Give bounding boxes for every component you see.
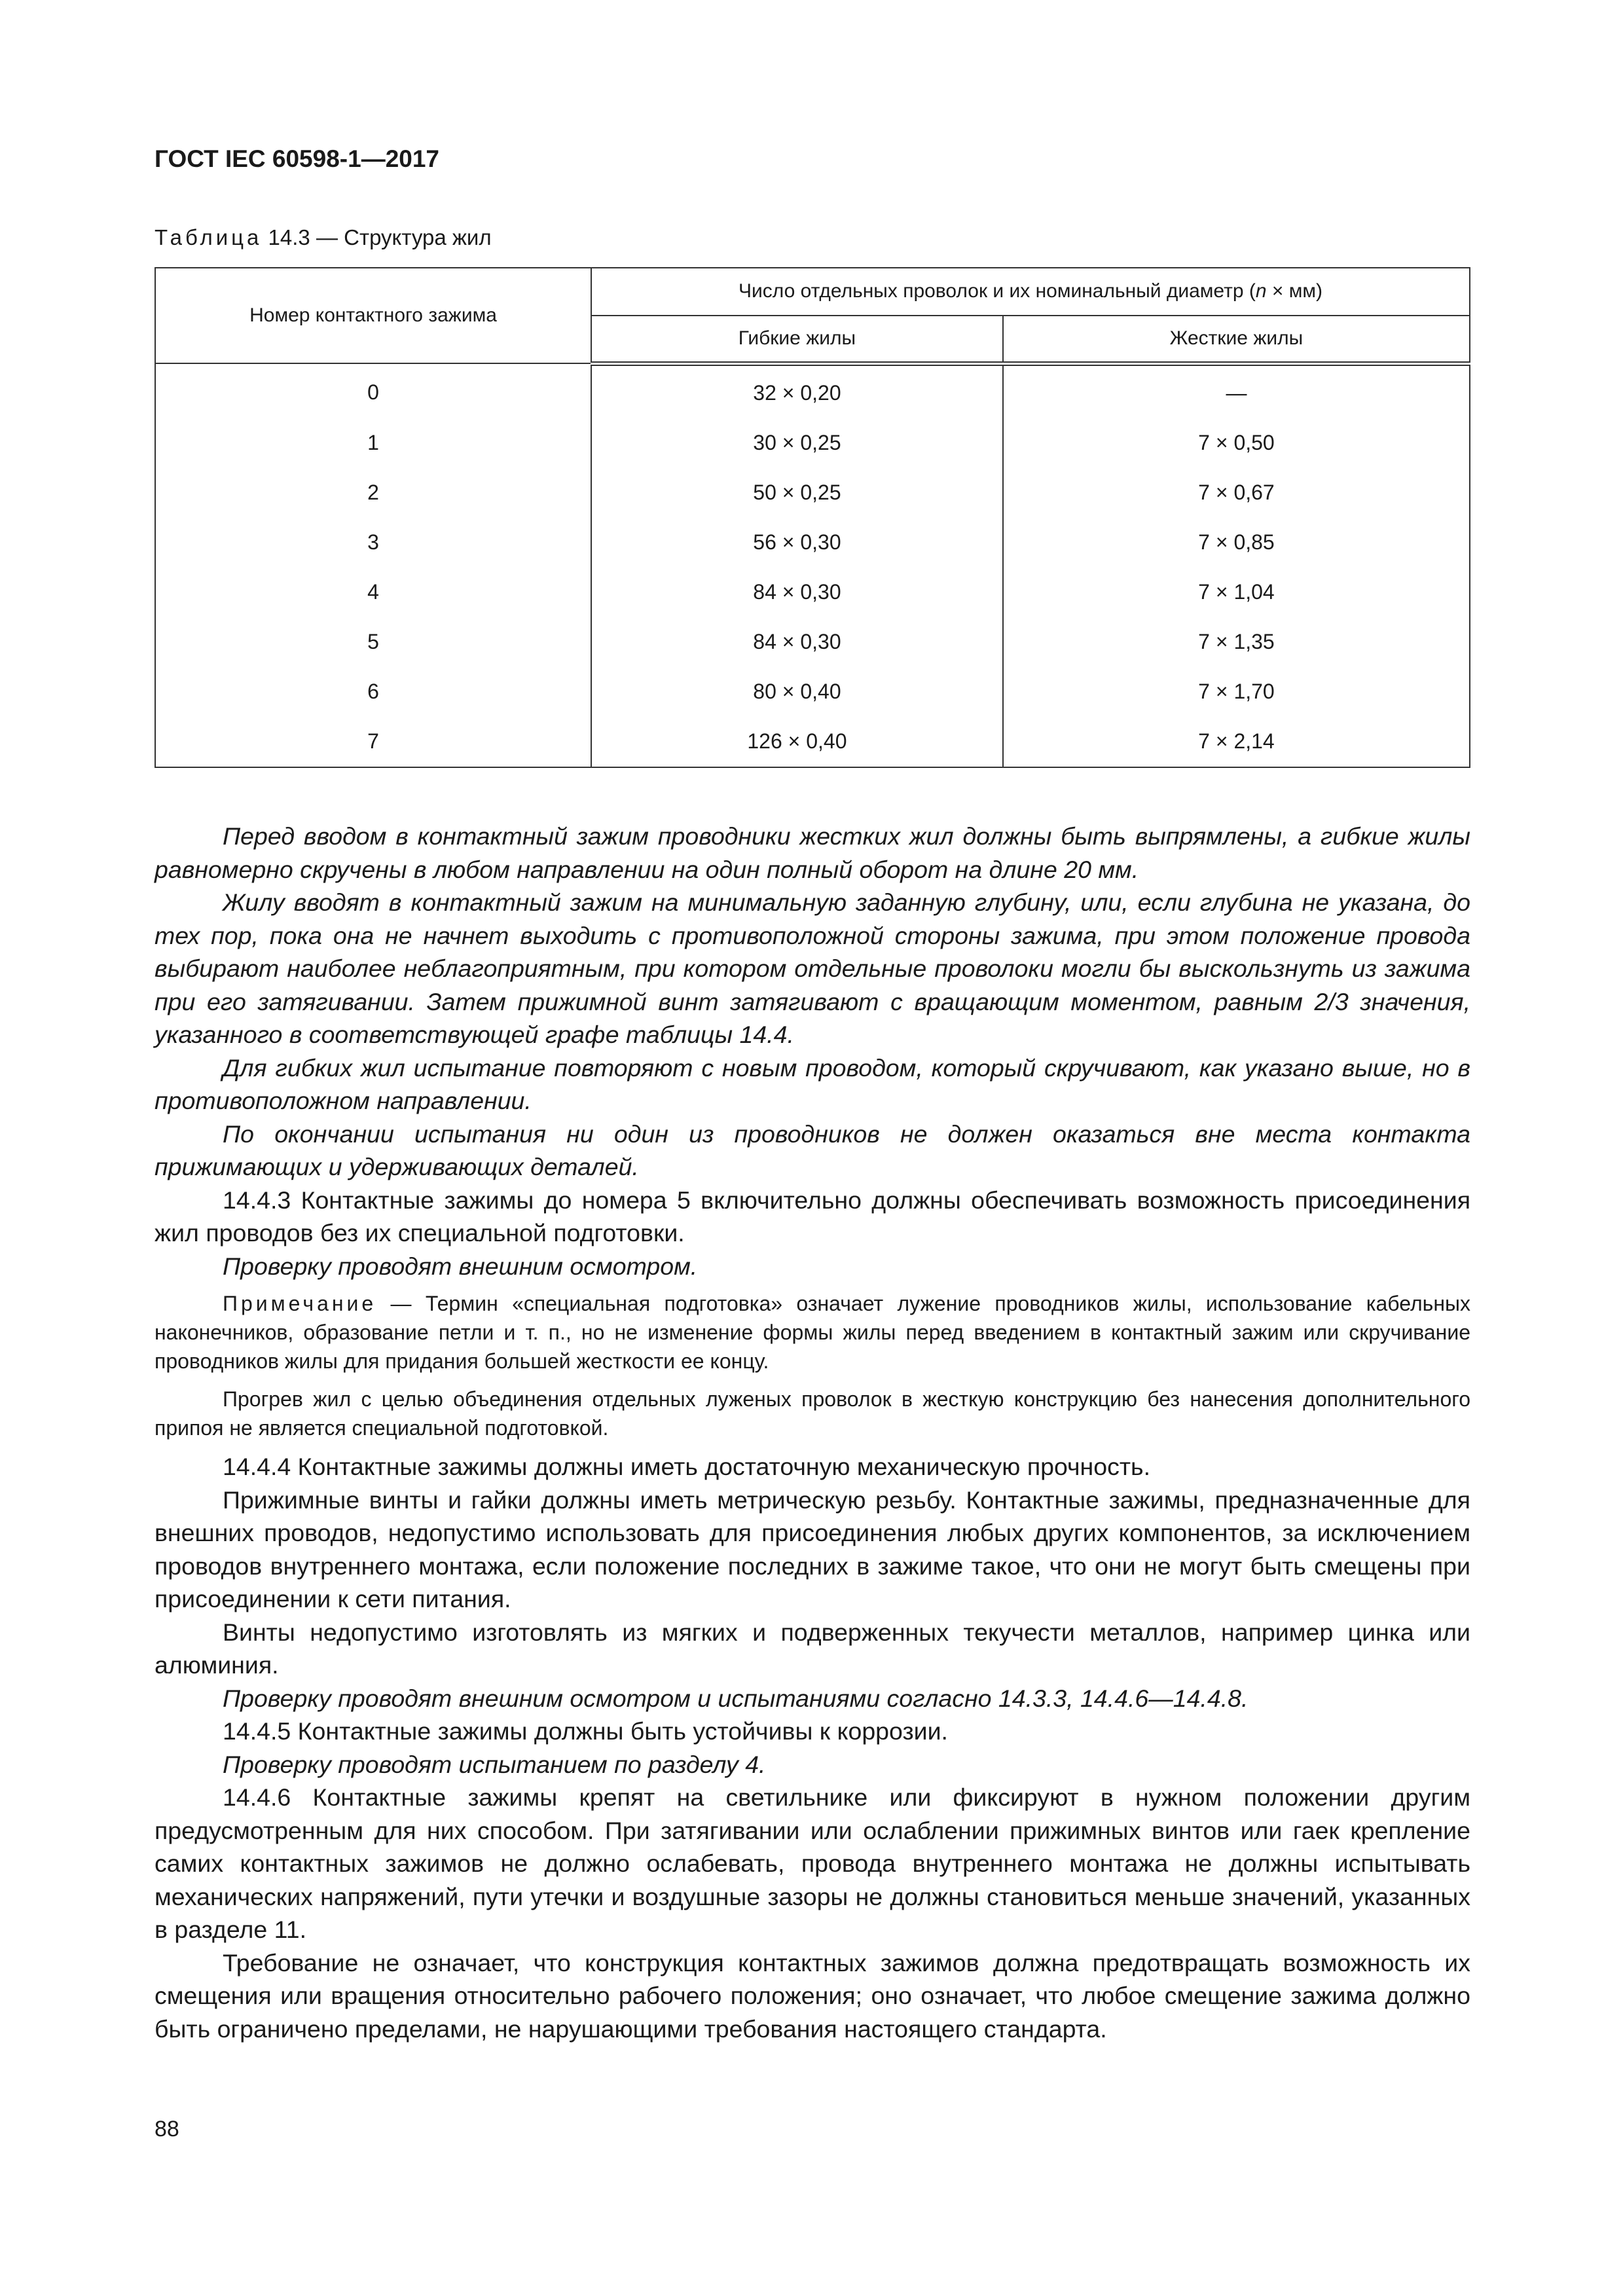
table-caption-label: Таблица xyxy=(155,225,263,249)
page-number: 88 xyxy=(155,2117,179,2141)
document-header: ГОСТ IEC 60598-1—2017 xyxy=(155,145,440,172)
header-wire-count-diameter: Число отдельных проволок и их номинальный диаметр (n × мм) xyxy=(591,268,1470,316)
paragraph: Проверку проводят внешним осмотром и испытаниями согласно 14.3.3, 14.4.6—14.4.8. xyxy=(223,1684,1249,1712)
wire-structure-table xyxy=(155,267,1470,768)
header-rigid-wires: Жесткие жилы xyxy=(1003,316,1470,363)
table-row: 6 80 × 0,40 7 × 1,70 xyxy=(155,667,1470,717)
paragraph: По окончании испытания ни один из проводников не должен оказаться вне места контакта прижимающих и удерживающих деталей. xyxy=(155,1120,1470,1180)
clause-14-4-5: 14.4.5 Контактные зажимы должны быть устойчивы к коррозии. xyxy=(223,1717,948,1745)
body-text xyxy=(155,820,1470,2045)
clause-14-4-6: 14.4.6 Контактные зажимы крепят на светильнике или фиксируют в нужном положении другим предусмотренным для них способом. При затягивании или ослаблении прижимных винтов или гаек крепление самих контактных зажимов не должно ослабевать, провода внутреннего монтажа не должны испытывать механических напряжений, пути утечки и воздушные зазоры не должны становиться меньше значений, указанных в разделе 11. xyxy=(155,1783,1470,1943)
paragraph: Проверку проводят внешним осмотром. xyxy=(223,1252,698,1280)
header-flexible-wires: Гибкие жилы xyxy=(591,316,1003,363)
paragraph: Для гибких жил испытание повторяют с новым проводом, который скручивают, как указано выше, но в противоположном направлении. xyxy=(155,1053,1470,1114)
table-row: 2 50 × 0,25 7 × 0,67 xyxy=(155,468,1470,518)
table-row: 5 84 × 0,30 7 × 1,35 xyxy=(155,617,1470,667)
paragraph: Винты недопустимо изготовлять из мягких и подверженных текучести металлов, например цинка или алюминия. xyxy=(155,1618,1470,1679)
clause-14-4-4: 14.4.4 Контактные зажимы должны иметь достаточную механическую прочность. xyxy=(223,1453,1150,1480)
note-continuation: Прогрев жил с целью объединения отдельных луженых проволок в жесткую конструкцию без нанесения дополнительного припоя не является специальной подготовкой. xyxy=(155,1387,1470,1440)
paragraph: Перед вводом в контактный зажим проводники жестких жил должны быть выпрямлены, а гибкие жилы равномерно скручены в любом направлении на один полный оборот на длине 20 мм. xyxy=(155,822,1470,883)
paragraph: Прижимные винты и гайки должны иметь метрическую резьбу. Контактные зажимы, предназначенные для внешних проводов, недопустимо использовать для присоединения любых других компонентов, за исключением проводов внутреннего монтажа, если положение последних в зажиме такое, что они не могут быть смещены при присоединении к сети питания. xyxy=(155,1485,1470,1613)
note-label: Примечание xyxy=(223,1292,377,1315)
header-terminal-number: Номер контактного зажима xyxy=(155,268,591,363)
table-row: 7 126 × 0,40 7 × 2,14 xyxy=(155,717,1470,767)
clause-14-4-3: 14.4.3 Контактные зажимы до номера 5 включительно должны обеспечивать возможность присоединения жил проводов без их специальной подготовки. xyxy=(155,1186,1470,1247)
note-text: — Термин «специальная подготовка» означает лужение проводников жилы, использование кабельных наконечников, образование петли и т. п., но не изменение формы жилы перед введением в контактный зажим или скручивание проводников жилы для придания большей жесткости ее концу. xyxy=(155,1292,1470,1373)
table-row: 4 84 × 0,30 7 × 1,04 xyxy=(155,568,1470,617)
table-row: 3 56 × 0,30 7 × 0,85 xyxy=(155,518,1470,568)
paragraph: Жилу вводят в контактный зажим на минимальную заданную глубину, или, если глубина не указана, до тех пор, пока она не начнет выходить с противоположной стороны зажима, при этом положение провода выбирают наиболее неблагоприятным, при котором отдельные проволоки могли бы выскользнуть из зажима при его затягивании. Затем прижимной винт затягивают с вращающим моментом, равным 2/3 значения, указанного в соответствующей графе таблицы 14.4. xyxy=(155,888,1470,1048)
table-caption xyxy=(155,225,492,250)
table-row: 1 30 × 0,25 7 × 0,50 xyxy=(155,418,1470,468)
table-caption-title: 14.3 — Структура жил xyxy=(262,225,492,249)
paragraph: Проверку проводят испытанием по разделу 4. xyxy=(223,1750,766,1778)
table-row: 0 32 × 0,20 — xyxy=(155,363,1470,418)
paragraph: Требование не означает, что конструкция контактных зажимов должна предотвращать возможность их смещения или вращения относительно рабочего положения; оно означает, что любое смещение зажима должно быть ограничено пределами, не нарушающими требования настоящего стандарта. xyxy=(155,1948,1470,2043)
note xyxy=(155,1289,1470,1376)
